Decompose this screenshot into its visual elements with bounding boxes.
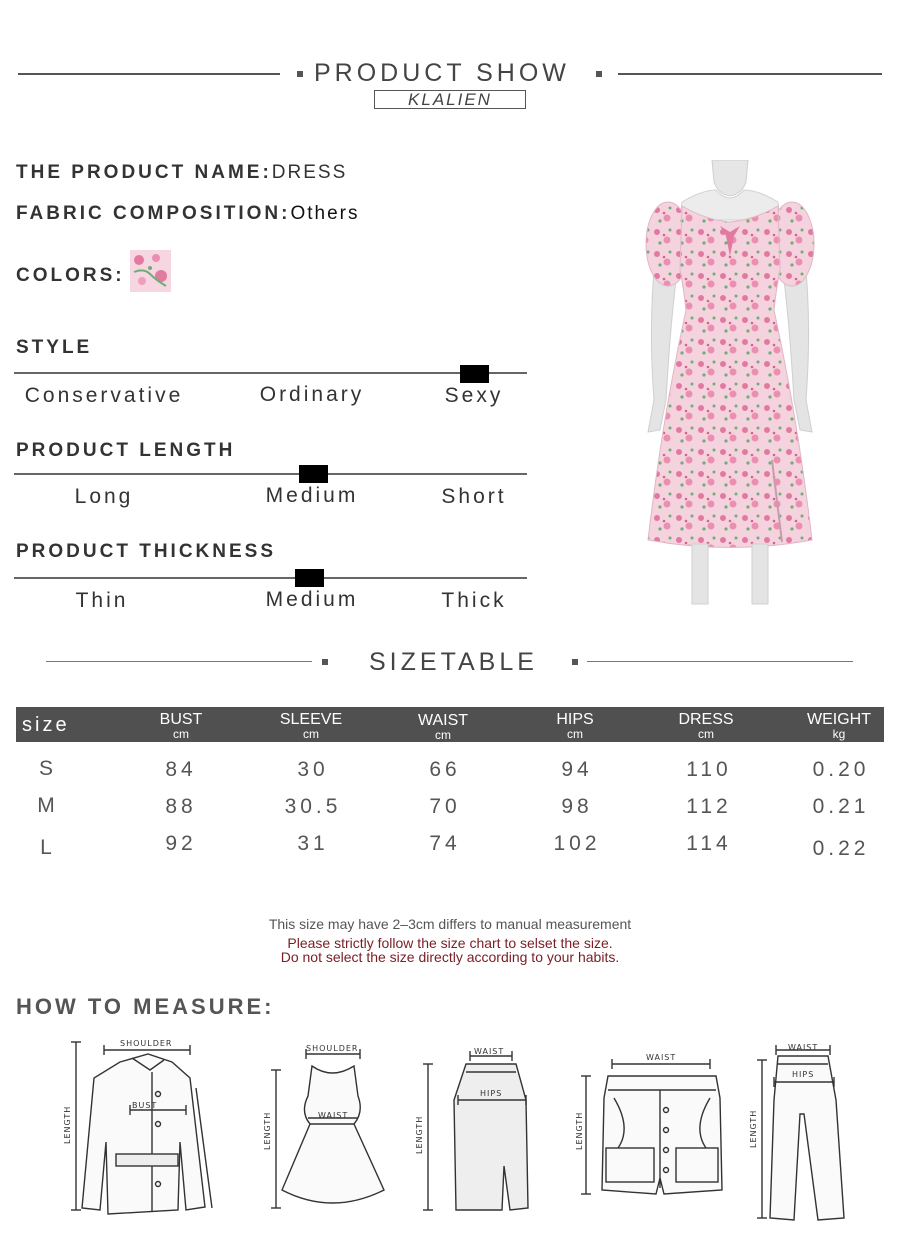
table-cell: 102 (553, 832, 601, 855)
shoulder-label: SHOULDER (120, 1039, 173, 1048)
sizetable-title: SIZETABLE (369, 648, 538, 676)
fabric-row (16, 203, 359, 225)
col-hips-unit: cm (567, 727, 583, 741)
table-cell: 30 (297, 758, 329, 781)
table-cell: 70 (429, 795, 461, 818)
page-title: PRODUCT SHOW (314, 59, 570, 87)
col-bust-unit: cm (173, 727, 189, 741)
fabric-value: Others (290, 203, 360, 224)
length-label: LENGTH (575, 1111, 584, 1150)
colors-label: COLORS: (16, 265, 125, 286)
table-cell: 84 (165, 758, 197, 781)
color-swatch[interactable] (130, 250, 171, 292)
jacket-measure-diagram (60, 1032, 240, 1222)
table-cell: 92 (165, 832, 197, 855)
table-cell: 114 (686, 832, 732, 855)
pants-measure-diagram (748, 1040, 848, 1224)
length-option-medium: Medium (265, 484, 359, 507)
style-option-ordinary: Ordinary (259, 383, 365, 406)
waist-label: WAIST (788, 1043, 819, 1052)
col-header-hips (530, 712, 620, 740)
hips-label: HIPS (480, 1089, 503, 1098)
waist-label: WAIST (646, 1053, 677, 1062)
col-dress-unit: cm (698, 727, 714, 741)
table-cell: 74 (429, 832, 461, 855)
col-header-weight (794, 712, 884, 740)
col-header-size: size (22, 714, 70, 736)
table-cell: 66 (429, 758, 461, 781)
thickness-scale-title: PRODUCT THICKNESS (16, 541, 277, 562)
bust-label: BUST (132, 1101, 158, 1110)
col-sleeve-name: SLEEVE (279, 711, 343, 728)
col-hips-name: HIPS (556, 711, 594, 728)
style-option-sexy: Sexy (444, 384, 504, 407)
table-cell: 0.22 (812, 837, 870, 860)
style-scale-track (14, 372, 527, 374)
table-cell: 31 (297, 832, 329, 855)
table-cell: 98 (561, 795, 593, 818)
col-dress-name: DRESS (678, 711, 734, 728)
style-option-conservative: Conservative (24, 384, 184, 407)
table-cell: 30.5 (284, 795, 342, 818)
col-waist-unit: cm (435, 728, 451, 742)
col-waist-name: WAIST (417, 712, 469, 729)
length-scale-track (14, 473, 527, 475)
sizetable-rule-left (46, 661, 312, 662)
header-rule-left (18, 73, 280, 75)
size-warning-1: Please strictly follow the size chart to selset the size. (287, 935, 613, 951)
table-cell: M (37, 794, 59, 817)
table-cell: L (40, 836, 56, 859)
table-cell: 0.21 (812, 795, 870, 818)
shoulder-label: SHOULDER (306, 1044, 359, 1053)
col-header-dress (661, 712, 751, 740)
shorts-measure-diagram (572, 1048, 732, 1198)
thickness-scale-marker[interactable] (295, 569, 324, 587)
style-scale-title: STYLE (16, 337, 93, 358)
col-bust-name: BUST (159, 711, 203, 728)
fabric-label: FABRIC COMPOSITION: (16, 203, 291, 224)
measurement-note: This size may have 2–3cm differs to manual measurement (268, 916, 632, 932)
size-warning-2: Do not select the size directly according to your habits. (280, 949, 620, 965)
waist-label: WAIST (318, 1111, 349, 1120)
dress-measure-diagram (262, 1040, 402, 1215)
col-weight-unit: kg (832, 727, 846, 741)
length-option-short: Short (441, 485, 507, 508)
sizetable-bullet-right (572, 659, 578, 665)
col-sleeve-unit: cm (303, 727, 319, 741)
skirt-measure-diagram (414, 1044, 544, 1216)
col-header-sleeve (266, 712, 356, 740)
style-scale-marker[interactable] (460, 365, 489, 383)
product-name-row (16, 162, 347, 184)
thickness-option-thin: Thin (75, 589, 129, 612)
product-name-value: DRESS (271, 162, 348, 183)
table-cell: 0.20 (812, 758, 870, 781)
table-cell: 110 (686, 758, 732, 781)
size-table-header (16, 707, 884, 742)
brand-box: KLALIEN (374, 90, 526, 109)
how-to-measure-title: HOW TO MEASURE: (16, 994, 275, 1019)
thickness-option-thick: Thick (441, 589, 507, 612)
table-cell: S (38, 757, 57, 780)
hips-label: HIPS (792, 1070, 815, 1079)
thickness-option-medium: Medium (265, 588, 359, 611)
table-cell: 88 (165, 795, 197, 818)
length-scale-marker[interactable] (299, 465, 328, 483)
product-photo[interactable] (630, 160, 830, 610)
thickness-scale-track (14, 577, 527, 579)
waist-label: WAIST (474, 1047, 505, 1056)
header-rule-right (618, 73, 882, 75)
length-label: LENGTH (749, 1109, 758, 1148)
length-label: LENGTH (415, 1115, 424, 1154)
table-cell: 112 (686, 795, 732, 818)
col-header-bust (136, 712, 226, 740)
length-scale-title: PRODUCT LENGTH (16, 440, 236, 461)
col-header-waist (398, 713, 488, 741)
col-weight-name: WEIGHT (807, 711, 871, 728)
length-option-long: Long (74, 485, 134, 508)
table-cell: 94 (561, 758, 593, 781)
sizetable-rule-right (587, 661, 853, 662)
header-bullet-left (297, 71, 303, 77)
header-bullet-right (596, 71, 602, 77)
length-label: LENGTH (63, 1105, 72, 1144)
product-name-label: THE PRODUCT NAME: (16, 162, 272, 183)
sizetable-bullet-left (322, 659, 328, 665)
length-label: LENGTH (263, 1111, 272, 1150)
